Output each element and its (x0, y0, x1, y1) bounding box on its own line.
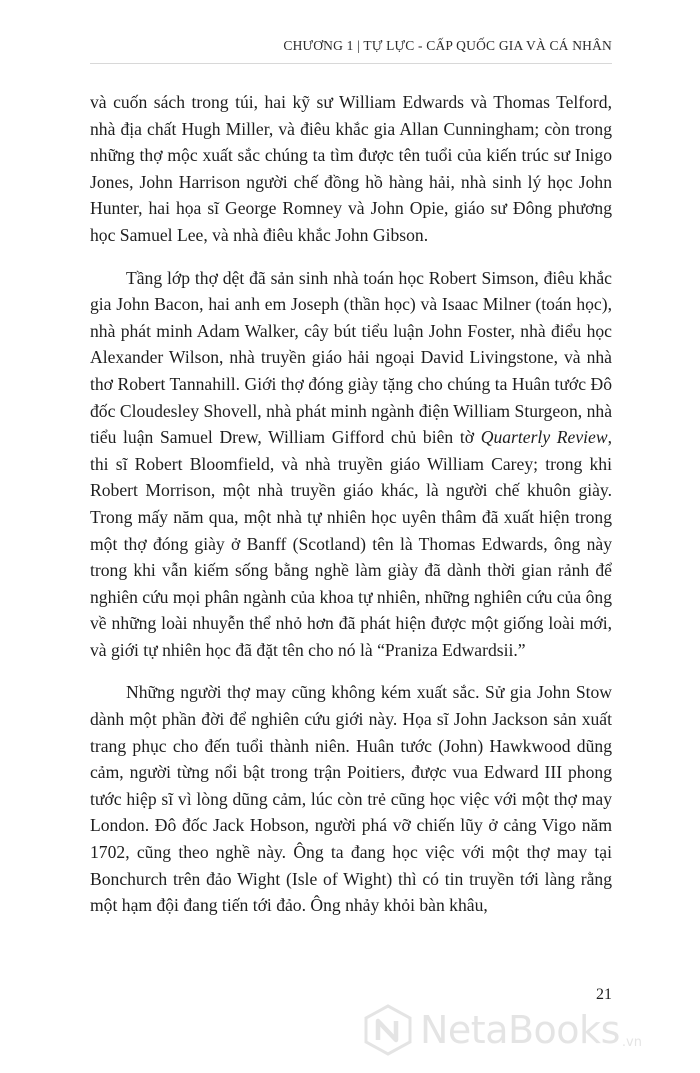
netabooks-logo-icon (362, 1004, 414, 1056)
watermark-brand: NetaBooks (420, 1008, 620, 1052)
paragraph-2-text-a: Tầng lớp thợ dệt đã sản sinh nhà toán học Robert Simson, điêu khắc gia John Bacon, hai anh em Joseph (thần học) và Isaac Milner (toán học), nhà phát minh Adam Walker, cây bút tiểu luận John Foster, nhà điểu học Alexander Wilson, nhà truyền giáo hải ngoại David Livingstone, và nhà thơ Robert Tannahill. Giới thợ đóng giày tặng cho chúng ta Huân tước Đô đốc Cloudesley Shovell, nhà phát minh ngành điện William Sturgeon, nhà tiểu luận Samuel Drew, William Gifford chủ biên tờ (90, 267, 612, 448)
watermark (362, 1000, 642, 1060)
paragraph-2-text-b: , thi sĩ Robert Bloomfield, và nhà truyền giáo William Carey; trong khi Robert Morrison, một nhà truyền giáo khác, là người chế khuôn giày. Trong mấy năm qua, một nhà tự nhiên học uyên thâm đã xuất hiện trong một thợ đóng giày ở Banff (Scotland) tên là Thomas Edwards, ông này trong khi vẫn kiếm sống bằng nghề làm giày đã dành thời gian rảnh để nghiên cứu mọi phân ngành của khoa tự nhiên, những nghiên cứu của ông về những loài nhuyễn thể nhỏ hơn đã phát hiện được một giống loài mới, và giới tự nhiên học đã đặt tên cho nó là “Praniza Edwardsii.” (90, 427, 612, 660)
paragraph-3: Những người thợ may cũng không kém xuất sắc. Sử gia John Stow dành một phần đời để nghiên cứu giới này. Họa sĩ John Jackson sản xuất trang phục cho đến tuổi thành niên. Huân tước (John) Hawkwood dũng cảm, người từng nổi bật trong trận Poitiers, được vua Edward III phong tước hiệp sĩ vì lòng dũng cảm, lúc còn trẻ cũng học việc với một thợ may London. Đô đốc Jack Hobson, người phá vỡ chiến lũy ở cảng Vigo năm 1702, cũng theo nghề này. Ông ta đang học việc với một thợ may tại Bonchurch trên đảo Wight (Isle of Wight) thì có tin truyền tới làng rằng một hạm đội đang tiến tới đảo. Ông nhảy khỏi bàn khâu, (90, 682, 612, 916)
paragraph-1: và cuốn sách trong túi, hai kỹ sư William Edwards và Thomas Telford, nhà địa chất Hugh Miller, và điêu khắc gia Allan Cunningham; còn trong những thợ mộc xuất sắc chúng ta tìm được tên tuổi của kiến trúc sư Inigo Jones, John Harrison người chế đồng hồ hàng hải, nhà sinh lý học John Hunter, hai họa sĩ George Romney và John Opie, giáo sư Đông phương học Samuel Lee, và nhà điêu khắc John Gibson. (90, 92, 612, 245)
body-text (90, 89, 612, 919)
quarterly-review-title: Quarterly Review (480, 427, 608, 448)
page-number: 21 (596, 986, 612, 1003)
paragraph-2 (90, 265, 612, 664)
watermark-suffix: .vn (621, 1035, 642, 1050)
header-rule (90, 63, 612, 64)
running-header: CHƯƠNG 1 | TỰ LỰC - CẤP QUỐC GIA VÀ CÁ NHÂN (283, 38, 612, 53)
